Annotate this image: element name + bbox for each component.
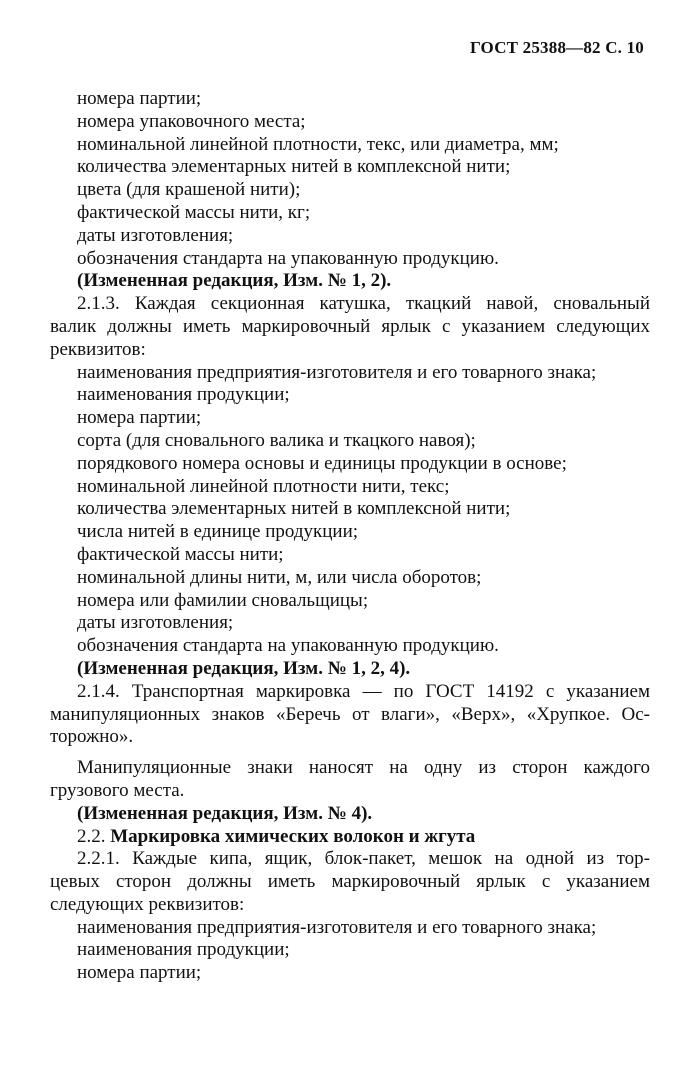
text-line <box>50 826 650 849</box>
line-text: цевых сторон должны иметь маркировочный ярлык с указанием <box>50 871 650 893</box>
line-text: наименования предприятия-изготовителя и его товарного знака; <box>77 361 597 383</box>
line-text: числа нитей в единице продукции; <box>77 521 359 543</box>
text-line <box>50 293 650 316</box>
line-text: наименования продукции; <box>77 384 290 406</box>
line-text: даты изготовления; <box>77 612 234 634</box>
document-body <box>50 88 650 985</box>
section-heading: Маркировка химических волокон и жгута <box>110 825 476 847</box>
text-line <box>50 871 650 894</box>
text-line <box>50 590 650 613</box>
line-text: даты изготовления; <box>77 224 234 246</box>
amendment-note <box>50 658 650 681</box>
line-text: Манипуляционные знаки наносят на одну из сторон каждого <box>77 757 650 779</box>
text-line <box>50 757 650 780</box>
text-line <box>50 179 650 202</box>
line-text: наименования продукции; <box>77 939 290 961</box>
text-line <box>50 635 650 658</box>
line-text: торожно». <box>50 726 134 748</box>
text-line <box>50 726 650 749</box>
text-line <box>50 339 650 362</box>
text-line <box>50 612 650 635</box>
text-line <box>50 202 650 225</box>
text-line <box>50 248 650 271</box>
line-text: 2.2. <box>77 825 111 847</box>
line-text: номинальной длины нити, м, или числа оборотов; <box>77 566 482 588</box>
text-line <box>50 567 650 590</box>
amendment-note <box>50 270 650 293</box>
text-line <box>50 681 650 704</box>
line-text: (Измененная редакция, Изм. № 4). <box>77 802 373 824</box>
text-line <box>50 476 650 499</box>
line-text: наименования предприятия-изготовителя и его товарного знака; <box>77 916 597 938</box>
line-text: 2.2.1. Каждые кипа, ящик, блок-пакет, мешок на одной из тор- <box>77 848 650 870</box>
line-text: номера партии; <box>77 407 202 429</box>
text-line <box>50 430 650 453</box>
text-line <box>50 498 650 521</box>
line-text: количества элементарных нитей в комплексной нити; <box>77 498 511 520</box>
line-text: манипуляционных знаков «Беречь от влаги», «Верх», «Хрупкое. Ос- <box>50 703 650 725</box>
text-line <box>50 453 650 476</box>
text-line <box>50 780 650 803</box>
text-line <box>50 316 650 339</box>
text-line <box>50 156 650 179</box>
text-line <box>50 894 650 917</box>
line-text: обозначения стандарта на упакованную продукцию. <box>77 247 499 269</box>
line-text: номера партии; <box>77 88 202 109</box>
text-line <box>50 521 650 544</box>
text-line <box>50 544 650 567</box>
text-line <box>50 88 650 111</box>
text-line <box>50 939 650 962</box>
line-text: номинальной линейной плотности, текс, или диаметра, мм; <box>77 133 559 155</box>
line-text: 2.1.3. Каждая секционная катушка, ткацкий навой, сновальный <box>77 293 650 315</box>
line-text: фактической массы нити; <box>77 543 284 565</box>
line-text: номера партии; <box>77 962 202 984</box>
line-text: количества элементарных нитей в комплексной нити; <box>77 156 511 178</box>
line-text: реквизитов: <box>50 338 146 360</box>
line-text: следующих реквизитов: <box>50 893 245 915</box>
text-line <box>50 225 650 248</box>
text-line <box>50 384 650 407</box>
line-text: фактической массы нити, кг; <box>77 201 311 223</box>
line-text: сорта (для сновального валика и ткацкого навоя); <box>77 429 476 451</box>
text-line <box>50 362 650 385</box>
text-line <box>50 704 650 727</box>
line-text: (Измененная редакция, Изм. № 1, 2). <box>77 270 392 292</box>
text-line <box>50 848 650 871</box>
line-text: номинальной линейной плотности нити, текс; <box>77 475 450 497</box>
text-line <box>50 962 650 985</box>
line-text: (Измененная редакция, Изм. № 1, 2, 4). <box>77 657 411 679</box>
page-header: ГОСТ 25388—82 С. 10 <box>469 38 644 57</box>
text-line <box>50 917 650 940</box>
line-text: грузового места. <box>50 779 185 801</box>
line-text: 2.1.4. Транспортная маркировка — по ГОСТ 14192 с указанием <box>77 680 650 702</box>
text-line <box>50 111 650 134</box>
line-text: номера или фамилии сновальщицы; <box>77 589 369 611</box>
line-text: номера упаковочного места; <box>77 110 306 132</box>
line-text: цвета (для крашеной нити); <box>77 179 301 201</box>
amendment-note <box>50 803 650 826</box>
text-line <box>50 407 650 430</box>
line-text: обозначения стандарта на упакованную продукцию. <box>77 635 499 657</box>
line-text: валик должны иметь маркировочный ярлык с указанием следующих <box>50 315 650 337</box>
line-text: порядкового номера основы и единицы продукции в основе; <box>77 452 567 474</box>
text-line <box>50 134 650 157</box>
